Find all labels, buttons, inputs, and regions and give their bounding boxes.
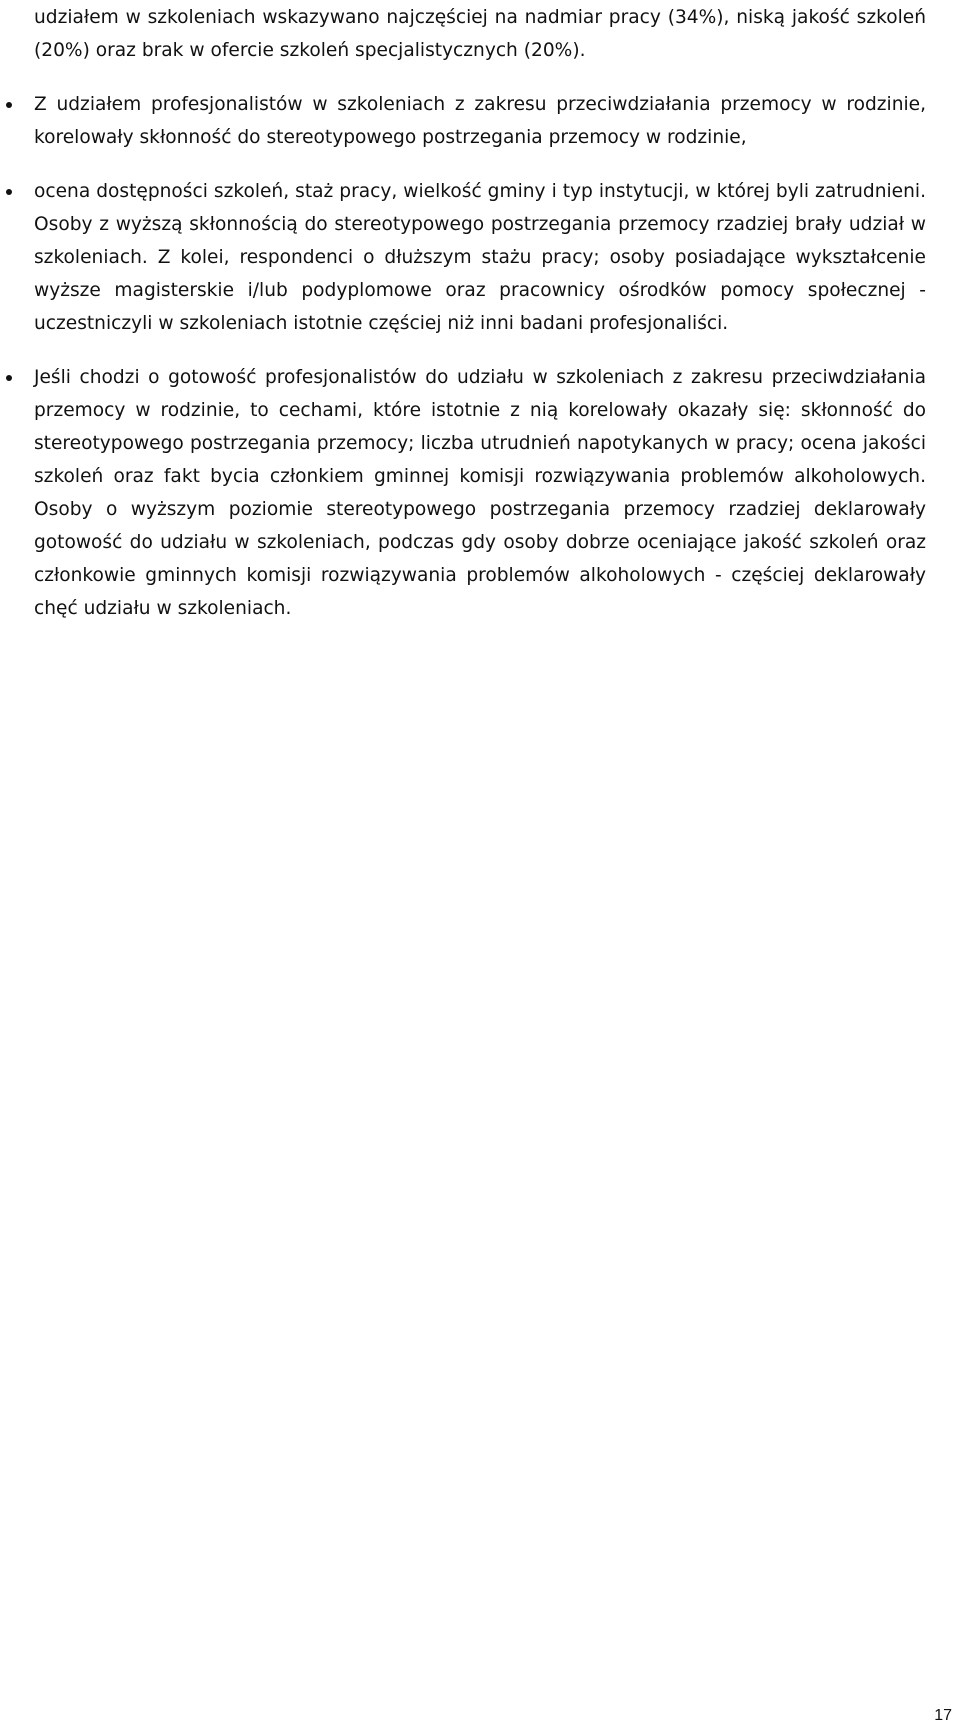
list-item <box>34 88 926 154</box>
page-number: 17 <box>934 1707 952 1724</box>
document-page <box>34 0 926 625</box>
bullet-text: Z udziałem profesjonalistów w szkoleniach z zakresu przeciwdziałania przemocy w rodzinie, korelowały skłonność do stereotypowego postrzegania przemocy w rodzinie, <box>34 94 926 148</box>
bullet-icon <box>6 189 12 195</box>
list-item <box>34 361 926 625</box>
intro-paragraph: udziałem w szkoleniach wskazywano najczęściej na nadmiar pracy (34%), niską jakość szkoleń (20%) oraz brak w ofercie szkoleń specjalistycznych (20%). <box>34 7 926 61</box>
bullet-icon <box>6 102 12 108</box>
list-item <box>34 175 926 340</box>
bullet-text: ocena dostępności szkoleń, staż pracy, wielkość gminy i typ instytucji, w której byli zatrudnieni. Osoby z wyższą skłonnością do stereotypowego postrzegania przemocy rzadziej brały udział w szkoleniach. Z kolei, respondenci o dłuższym stażu pracy; osoby posiadające wykształcenie wyższe magisterskie i/lub podyplomowe oraz pracownicy ośrodków pomocy społecznej - uczestniczyli w szkoleniach istotnie częściej niż inni badani profesjonaliści. <box>34 181 926 334</box>
bullet-text: Jeśli chodzi o gotowość profesjonalistów do udziału w szkoleniach z zakresu przeciwdziałania przemocy w rodzinie, to cechami, które istotnie z nią korelowały okazały się: skłonność do stereotypowego postrzegania przemocy; liczba utrudnień napotykanych w pracy; ocena jakości szkoleń oraz fakt bycia członkiem gminnej komisji rozwiązywania problemów alkoholowych. Osoby o wyższym poziomie stereotypowego postrzegania przemocy rzadziej deklarowały gotowość do udziału w szkoleniach, podczas gdy osoby dobrze oceniające jakość szkoleń oraz członkowie gminnych komisji rozwiązywania problemów alkoholowych - częściej deklarowały chęć udziału w szkoleniach. <box>34 367 926 619</box>
bullet-icon <box>6 375 12 381</box>
